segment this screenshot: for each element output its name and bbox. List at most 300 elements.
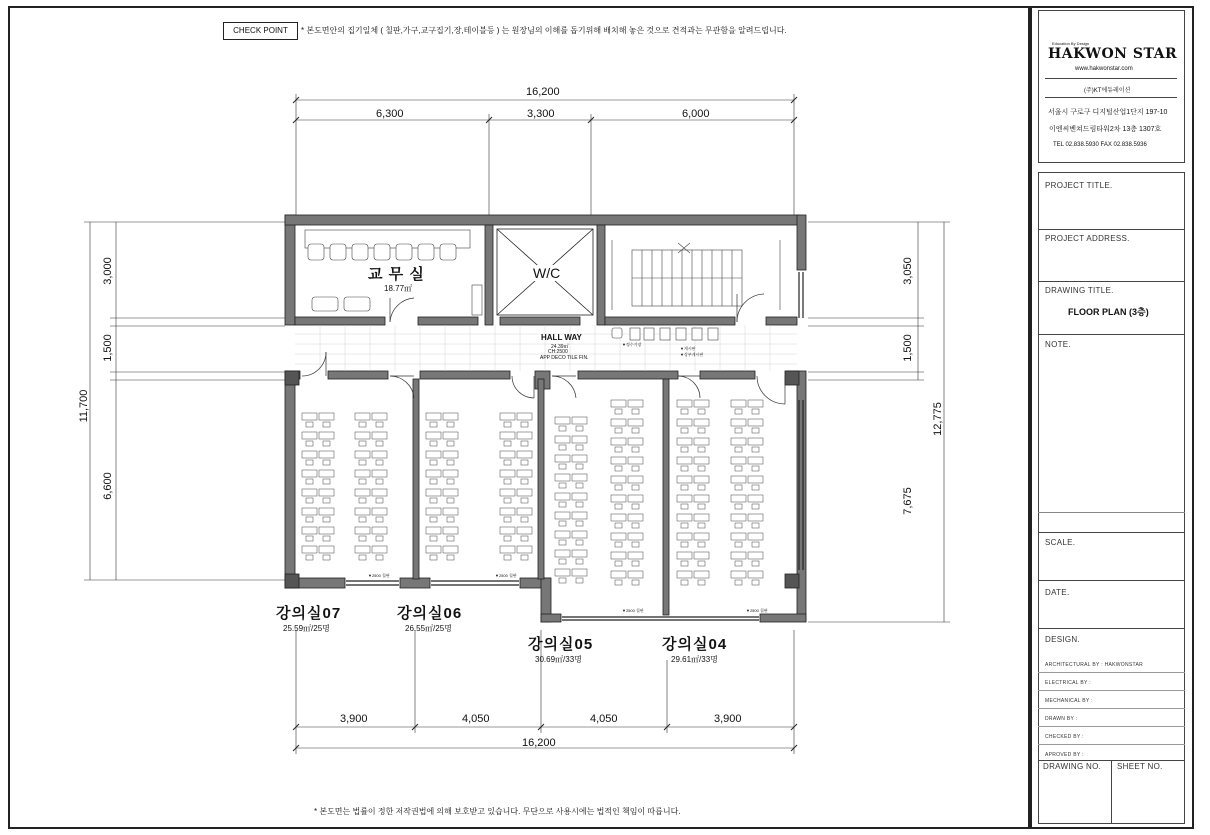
chair	[359, 441, 366, 446]
desk	[731, 476, 746, 483]
desk	[426, 489, 441, 496]
chair	[306, 479, 313, 484]
brand-logo: HAKWON STAR	[1048, 46, 1178, 62]
chair	[681, 561, 688, 566]
company-address-1: 서울시 구로구 디지털산업1단지 197-10	[1048, 109, 1168, 116]
dim-top-segment-1: 6,300	[376, 108, 404, 120]
desk	[372, 527, 387, 534]
desk	[677, 419, 692, 426]
desk	[611, 571, 626, 578]
divider-8	[1038, 690, 1185, 691]
chair	[735, 428, 742, 433]
chair	[632, 428, 639, 433]
dim-left-segment-2: 1,500	[102, 334, 114, 362]
chair	[306, 536, 313, 541]
desk	[555, 436, 570, 443]
brand-website: www.hakwonstar.com	[1075, 66, 1133, 72]
chair	[752, 428, 759, 433]
desk	[694, 514, 709, 521]
dim-left-total: 11,700	[78, 389, 90, 423]
dim-left-segment-1: 3,000	[102, 257, 114, 285]
chair	[504, 498, 511, 503]
chair	[359, 517, 366, 522]
chair	[681, 466, 688, 471]
chair	[615, 428, 622, 433]
dim-right-total: 12,775	[932, 402, 944, 436]
chair	[430, 536, 437, 541]
desk	[443, 413, 458, 420]
desk	[694, 552, 709, 559]
company-contact: TEL 02.838.5930 FAX 02.838.5936	[1053, 142, 1147, 148]
desk	[628, 457, 643, 464]
desk	[517, 527, 532, 534]
desk	[426, 470, 441, 477]
chair	[447, 441, 454, 446]
divider-11	[1038, 744, 1185, 745]
desk	[748, 457, 763, 464]
chair	[306, 517, 313, 522]
desk	[694, 571, 709, 578]
chair	[323, 498, 330, 503]
copyright-note: * 본도면는 법률이 정한 저작권법에 의해 보호받고 있습니다. 무단으로 사용시에는 법적인 책임이 따릅니다.	[314, 807, 681, 816]
company-name: (주)KT에듀레이션	[1084, 88, 1131, 94]
desk	[748, 533, 763, 540]
drawing-no-label: DRAWING NO.	[1043, 762, 1102, 771]
desk	[500, 451, 515, 458]
room04-name: 강의실04	[662, 636, 728, 653]
desk	[319, 489, 334, 496]
chair	[559, 464, 566, 469]
desk	[611, 419, 626, 426]
chair	[681, 485, 688, 490]
board-label-05: ▼2500 칠판	[622, 608, 644, 613]
dim-top-segment-3: 6,000	[682, 108, 710, 120]
chair	[698, 485, 705, 490]
desk	[572, 417, 587, 424]
company-divider	[1045, 97, 1177, 98]
desk	[611, 533, 626, 540]
chair	[521, 536, 528, 541]
chair	[521, 422, 528, 427]
desk	[628, 476, 643, 483]
chair	[447, 422, 454, 427]
chair	[698, 561, 705, 566]
chair	[306, 422, 313, 427]
chair	[430, 441, 437, 446]
desk	[628, 514, 643, 521]
desk	[748, 571, 763, 578]
chair	[615, 504, 622, 509]
chair	[735, 561, 742, 566]
chair	[752, 447, 759, 452]
chair	[615, 447, 622, 452]
desk	[677, 476, 692, 483]
board-label-07: ▼2500 칠판	[368, 573, 390, 578]
chair	[376, 422, 383, 427]
desk	[355, 413, 370, 420]
chair	[447, 498, 454, 503]
desk	[517, 470, 532, 477]
room06-name: 강의실06	[397, 605, 463, 622]
desk	[628, 552, 643, 559]
desk	[372, 489, 387, 496]
chair	[752, 580, 759, 585]
chair	[576, 578, 583, 583]
chair	[576, 464, 583, 469]
chair	[698, 428, 705, 433]
chair	[504, 479, 511, 484]
desk	[319, 432, 334, 439]
chair	[323, 422, 330, 427]
chair	[681, 409, 688, 414]
chair	[632, 485, 639, 490]
chair	[504, 422, 511, 427]
desk	[302, 413, 317, 420]
chair	[521, 460, 528, 465]
chair	[504, 536, 511, 541]
desk	[517, 546, 532, 553]
desk	[355, 508, 370, 515]
hall-note-board: ▼게시판	[680, 346, 696, 351]
desk	[355, 451, 370, 458]
chair	[698, 466, 705, 471]
desk	[517, 508, 532, 515]
dim-bottom-segment-4: 3,900	[714, 713, 742, 725]
chair	[615, 523, 622, 528]
desk	[372, 413, 387, 420]
desk	[500, 413, 515, 420]
dim-right-segment-3: 7,675	[902, 487, 914, 515]
dim-right-segment-2: 1,500	[902, 334, 914, 362]
hallway-area: 24.39㎡	[551, 344, 569, 350]
chair	[504, 517, 511, 522]
mechanical-by: MECHANICAL BY :	[1045, 698, 1093, 704]
logo-divider	[1045, 78, 1177, 79]
chair	[521, 555, 528, 560]
sheet-no-label: SHEET NO.	[1117, 762, 1163, 771]
desk	[611, 476, 626, 483]
hall-note-water: ▼정수기장	[622, 342, 642, 347]
desk	[748, 495, 763, 502]
desk	[355, 432, 370, 439]
chair	[735, 580, 742, 585]
check-point-label: CHECK POINT	[223, 22, 298, 40]
chair	[576, 502, 583, 507]
chair	[632, 504, 639, 509]
divider-4	[1038, 532, 1185, 533]
drawing-title: FLOOR PLAN (3층)	[1068, 307, 1149, 317]
desk	[500, 546, 515, 553]
divider-5	[1038, 580, 1185, 581]
desk	[426, 413, 441, 420]
chair	[504, 441, 511, 446]
chair	[752, 466, 759, 471]
desk	[372, 470, 387, 477]
desk	[731, 419, 746, 426]
desk	[319, 470, 334, 477]
desk	[677, 571, 692, 578]
desk	[628, 571, 643, 578]
chair	[681, 523, 688, 528]
desk	[628, 438, 643, 445]
date-label: DATE.	[1045, 588, 1070, 597]
desk	[572, 436, 587, 443]
chair	[576, 426, 583, 431]
divider-vertical	[1111, 760, 1112, 824]
chair	[376, 498, 383, 503]
chair	[752, 561, 759, 566]
office-name: 교 무 실	[368, 266, 425, 283]
divider-note	[1038, 512, 1185, 513]
desk	[555, 417, 570, 424]
desk	[694, 419, 709, 426]
chair	[376, 479, 383, 484]
chair	[752, 504, 759, 509]
desk	[302, 546, 317, 553]
desk	[677, 495, 692, 502]
dim-bottom-segment-3: 4,050	[590, 713, 618, 725]
desk	[302, 432, 317, 439]
chair	[752, 542, 759, 547]
desk	[443, 432, 458, 439]
desk	[319, 546, 334, 553]
desk	[694, 457, 709, 464]
chair	[735, 485, 742, 490]
desk	[372, 508, 387, 515]
chair	[632, 542, 639, 547]
desk	[694, 438, 709, 445]
desk	[517, 489, 532, 496]
chair	[559, 521, 566, 526]
desk	[443, 451, 458, 458]
chair	[615, 542, 622, 547]
desk	[731, 438, 746, 445]
chair	[576, 559, 583, 564]
chair	[559, 559, 566, 564]
architectural-by: ARCHITECTURAL BY : HAKWONSTAR	[1045, 662, 1144, 668]
divider-6	[1038, 628, 1185, 629]
desk	[500, 508, 515, 515]
desk	[372, 546, 387, 553]
furniture-note: * 본도면안의 집기일체 ( 칠판,가구,교구집기,장,테이블등 ) 는 원장님의 이해를 돕기위해 배치해 놓은 것으로 견적과는 무관함을 알려드립니다.	[301, 26, 787, 35]
chair	[504, 460, 511, 465]
desk	[355, 527, 370, 534]
chair	[376, 536, 383, 541]
room05-name: 강의실05	[528, 636, 594, 653]
desk	[517, 451, 532, 458]
desk	[426, 546, 441, 553]
dim-top-segment-2: 3,300	[527, 108, 555, 120]
dim-bottom-total: 16,200	[522, 737, 556, 749]
desk	[731, 457, 746, 464]
chair	[323, 555, 330, 560]
desk	[555, 512, 570, 519]
chair	[430, 479, 437, 484]
desk	[628, 419, 643, 426]
desk	[500, 489, 515, 496]
chair	[698, 409, 705, 414]
chair	[430, 460, 437, 465]
electrical-by: ELECTRICAL BY :	[1045, 680, 1091, 686]
desk	[500, 470, 515, 477]
chair	[376, 460, 383, 465]
desk	[443, 546, 458, 553]
desk	[319, 451, 334, 458]
approved-by: APROVED BY :	[1045, 752, 1084, 758]
project-address-label: PROJECT ADDRESS.	[1045, 234, 1130, 243]
chair	[615, 466, 622, 471]
chair	[632, 447, 639, 452]
desk	[302, 489, 317, 496]
chair	[306, 441, 313, 446]
chair	[430, 422, 437, 427]
chair	[447, 460, 454, 465]
hall-note-upper-board: ▼상부게시판	[680, 352, 704, 357]
chair	[306, 460, 313, 465]
chair	[735, 523, 742, 528]
chair	[323, 536, 330, 541]
desk	[731, 495, 746, 502]
chair	[559, 483, 566, 488]
chair	[323, 460, 330, 465]
chair	[681, 580, 688, 585]
desk	[555, 531, 570, 538]
chair	[559, 445, 566, 450]
chair	[376, 441, 383, 446]
divider-3	[1038, 334, 1185, 335]
desk	[302, 470, 317, 477]
chair	[359, 536, 366, 541]
chair	[521, 479, 528, 484]
chair	[632, 409, 639, 414]
desk	[443, 489, 458, 496]
desk	[677, 552, 692, 559]
chair	[323, 441, 330, 446]
desk	[611, 514, 626, 521]
chair	[504, 555, 511, 560]
desk	[500, 432, 515, 439]
desk	[517, 432, 532, 439]
chair	[615, 485, 622, 490]
desk	[748, 476, 763, 483]
desk	[555, 455, 570, 462]
chair	[359, 460, 366, 465]
desk	[572, 512, 587, 519]
desk	[677, 457, 692, 464]
divider-9	[1038, 708, 1185, 709]
desk	[611, 552, 626, 559]
desk	[555, 569, 570, 576]
chair	[359, 479, 366, 484]
desk	[555, 474, 570, 481]
desk	[302, 527, 317, 534]
desk	[694, 495, 709, 502]
desk	[319, 413, 334, 420]
desk	[355, 489, 370, 496]
chair	[681, 428, 688, 433]
chair	[447, 536, 454, 541]
chair	[735, 447, 742, 452]
chair	[430, 498, 437, 503]
chair	[559, 502, 566, 507]
desk	[302, 451, 317, 458]
chair	[430, 517, 437, 522]
chair	[615, 561, 622, 566]
chair	[376, 555, 383, 560]
desk	[731, 514, 746, 521]
note-label: NOTE.	[1045, 340, 1071, 349]
desk	[572, 569, 587, 576]
chair	[521, 517, 528, 522]
desk	[572, 493, 587, 500]
chair	[698, 523, 705, 528]
desk	[572, 474, 587, 481]
desk	[611, 438, 626, 445]
office-area: 18.77㎡	[384, 284, 413, 293]
chair	[735, 504, 742, 509]
desk	[319, 527, 334, 534]
desk	[443, 470, 458, 477]
dim-bottom-segment-2: 4,050	[462, 713, 490, 725]
drawing-title-label: DRAWING TITLE.	[1045, 286, 1114, 295]
chair	[559, 426, 566, 431]
desk	[731, 400, 746, 407]
divider-7	[1038, 672, 1185, 673]
desk	[426, 527, 441, 534]
checked-by: CHECKED BY :	[1045, 734, 1084, 740]
chair	[306, 498, 313, 503]
wc-name: W/C	[533, 265, 561, 281]
desk	[748, 552, 763, 559]
brand-tagline: Education By Design	[1052, 41, 1090, 46]
chair	[559, 578, 566, 583]
dim-left-segment-3: 6,600	[102, 472, 114, 500]
desk	[426, 508, 441, 515]
desk	[555, 493, 570, 500]
chair	[521, 498, 528, 503]
chair	[681, 542, 688, 547]
chair	[735, 542, 742, 547]
desk	[426, 451, 441, 458]
desk	[355, 470, 370, 477]
chair	[615, 580, 622, 585]
chair	[430, 555, 437, 560]
chair	[359, 555, 366, 560]
chair	[447, 555, 454, 560]
company-address-2: 이엔씨벤쳐드림타워2차 13층 1307호	[1049, 126, 1162, 133]
chair	[359, 498, 366, 503]
desk	[355, 546, 370, 553]
room05-area: 30.69㎡/33명	[535, 655, 582, 664]
chair	[752, 485, 759, 490]
chair	[447, 517, 454, 522]
desk	[748, 400, 763, 407]
chair	[576, 540, 583, 545]
chair	[447, 479, 454, 484]
desk	[372, 432, 387, 439]
scale-label: SCALE.	[1045, 538, 1076, 547]
desk	[628, 495, 643, 502]
desk	[426, 432, 441, 439]
chair	[698, 542, 705, 547]
desk	[443, 508, 458, 515]
desk	[517, 413, 532, 420]
desk	[302, 508, 317, 515]
desk	[372, 451, 387, 458]
design-label: DESIGN.	[1045, 635, 1080, 644]
chair	[306, 555, 313, 560]
chair	[698, 504, 705, 509]
